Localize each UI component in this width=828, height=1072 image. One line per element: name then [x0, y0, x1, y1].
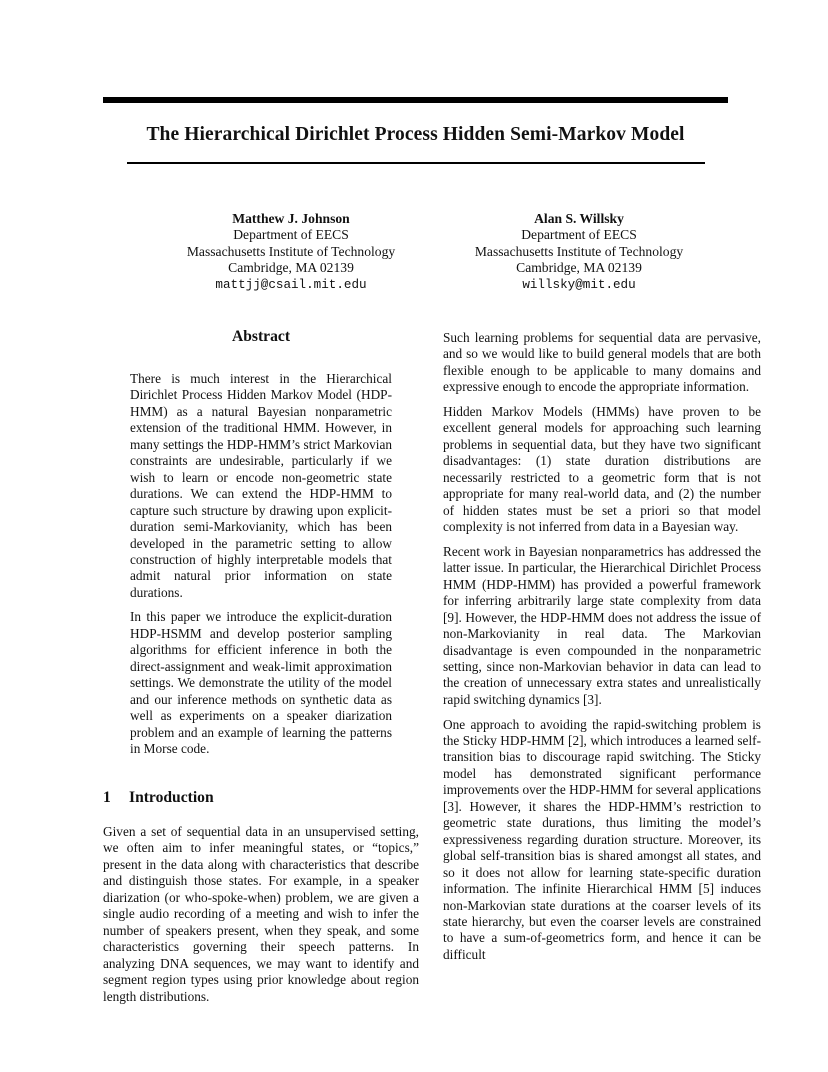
author-block — [160, 211, 422, 293]
author-institution: Massachusetts Institute of Technology — [186, 243, 396, 259]
body-paragraph: One approach to avoiding the rapid-switching problem is the Sticky HDP-HMM [2], which introduces a learned self-transition bias to discourage rapid switching. The Sticky model has demonstrated significant performance improvements over the HDP-HMM for several applications [3]. However, it shares the HDP-HMM’s restriction to geometric state durations, thus limiting the model’s expressiveness regarding duration structure. Moreover, its global self-transition bias is shared amongst all states, and so it does not allow for learning state-specific duration information. The infinite Hierarchical HMM [5] induces non-Markovian state durations at the coarser levels of its state hierarchy, but even the coarser levels are constrained to have a sum-of-geometrics form, and hence it can be difficult — [443, 716, 761, 962]
author-address: Cambridge, MA 02139 — [228, 260, 354, 276]
author-name: Matthew J. Johnson — [232, 211, 350, 226]
abstract-body — [130, 371, 392, 765]
introduction-body — [103, 824, 419, 1005]
abstract-paragraph: In this paper we introduce the explicit-duration HDP-HSMM and develop posterior sampling algorithms for efficient inference in both the direct-assignment and weak-limit approximation settings. We demonstrate the utility of the model and our inference methods on synthetic data as well as experiments on a speaker diarization problem and an example of learning the patterns in Morse code. — [130, 609, 392, 756]
body-paragraph: Hidden Markov Models (HMMs) have proven to be excellent general models for approaching such learning problems in sequential data, but they have two significant disadvantages: (1) state duration distributions are necessarily restricted to a geometric form that is not appropriate for many real-world data, and (2) the number of hidden states must be set a priori so that model complexity is not inferred from data in a Bayesian way. — [443, 404, 761, 535]
author-name: Alan S. Willsky — [534, 211, 624, 226]
author-department: Department of EECS — [521, 227, 637, 243]
title-rule-bottom — [127, 162, 705, 164]
section-heading-introduction — [103, 787, 419, 809]
paper-title: The Hierarchical Dirichlet Process Hidden Semi-Markov Model — [146, 124, 685, 145]
author-block — [444, 211, 714, 293]
body-paragraph: Given a set of sequential data in an unsupervised setting, we often aim to infer meaningful states, or “topics,” present in the data along with characteristics that describe and distinguish those states. For example, in a speaker diarization (or who-spoke-when) problem, we are given a single audio recording of a meeting and wish to infer the number of speakers present, when they speak, and some characteristics governing their speech patterns. In analyzing DNA sequences, we may want to identify and segment region types using prior knowledge about region length distributions. — [103, 824, 419, 1004]
section-number: 1 — [103, 789, 111, 806]
body-paragraph: Such learning problems for sequential data are pervasive, and so we would like to build general models that are both flexible enough to be applicable to many domains and expressive enough to encode the appropriate information. — [443, 330, 761, 395]
right-column-body — [443, 330, 761, 972]
title-rule-top — [103, 97, 728, 103]
abstract-heading: Abstract — [231, 328, 291, 345]
author-email: willsky@mit.edu — [522, 277, 636, 292]
author-address: Cambridge, MA 02139 — [516, 260, 642, 276]
abstract-paragraph: There is much interest in the Hierarchical Dirichlet Process Hidden Markov Model (HDP-HMM) as a natural Bayesian nonparametric extension of the traditional HMM. However, in many settings the HDP-HMM’s strict Markovian constraints are undesirable, particularly if we wish to learn or encode non-geometric state durations. We can extend the HDP-HMM to capture such structure by drawing upon explicit-duration semi-Markovianity, which has been developed in the parametric setting to allow construction of highly interpretable models that admit natural prior information on state durations. — [130, 371, 392, 600]
body-paragraph: Recent work in Bayesian nonparametrics has addressed the latter issue. In particular, the Hierarchical Dirichlet Process HMM (HDP-HMM) has provided a powerful framework for inferring arbitrarily large state complexity from data [9]. However, the HDP-HMM does not address the issue of non-Markovianity in real data. The Markovian disadvantage is even compounded in the nonparametric setting, since non-Markovian behavior in data can lead to the creation of unnecessary extra states and unrealistically rapid switching dynamics [3]. — [443, 543, 761, 707]
section-title: Introduction — [129, 789, 214, 806]
author-email: mattjj@csail.mit.edu — [215, 277, 367, 292]
author-institution: Massachusetts Institute of Technology — [474, 243, 684, 259]
author-department: Department of EECS — [233, 227, 349, 243]
